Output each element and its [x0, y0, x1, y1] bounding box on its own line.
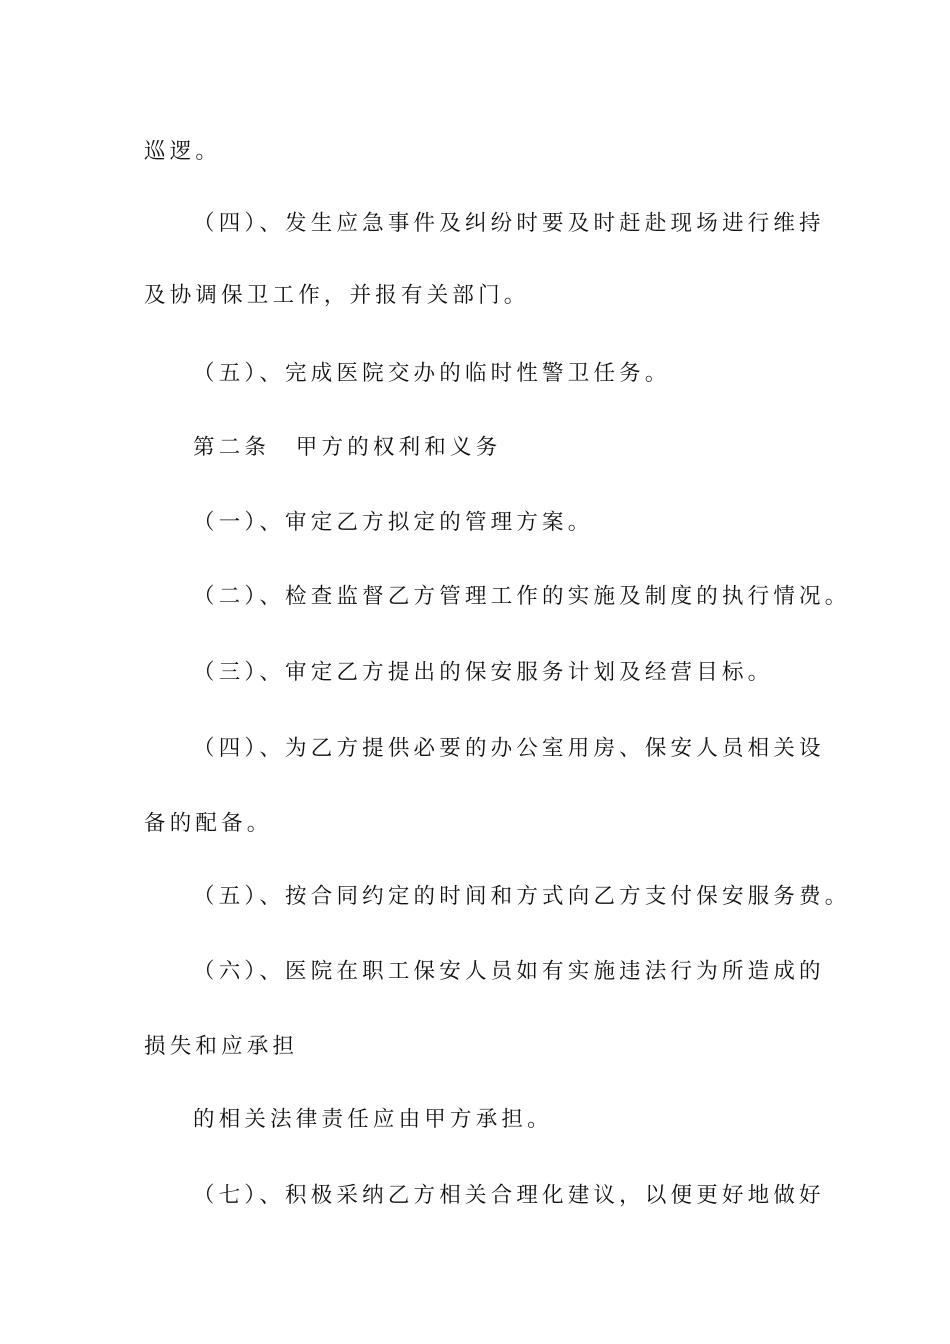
- text-line: 的相关法律责任应由甲方承担。: [193, 1107, 553, 1132]
- text-line: （一）、审定乙方拟定的管理方案。: [193, 510, 594, 535]
- text-line: （五）、按合同约定的时间和方式向乙方支付保安服务费。: [193, 884, 851, 909]
- section-heading: 第二条 甲方的权利和义务: [193, 435, 502, 460]
- text-line: （七）、积极采纳乙方相关合理化建议，以便更好地做好: [193, 1183, 825, 1208]
- text-line: （四）、发生应急事件及纠纷时要及时赶赴现场进行维持: [193, 211, 825, 236]
- text-line: （四）、为乙方提供必要的办公室用房、保安人员相关设: [193, 736, 825, 761]
- text-line: （五）、完成医院交办的临时性警卫任务。: [193, 361, 671, 386]
- text-line: （二）、检查监督乙方管理工作的实施及制度的执行情况。: [193, 584, 851, 609]
- text-line: 及协调保卫工作，并报有关部门。: [144, 283, 530, 308]
- text-line: （六）、医院在职工保安人员如有实施违法行为所造成的: [193, 959, 825, 984]
- text-line: （三）、审定乙方提出的保安服务计划及经营目标。: [193, 660, 774, 685]
- text-line: 损失和应承担: [144, 1034, 299, 1059]
- text-line: 巡逻。: [144, 139, 222, 164]
- text-line: 备的配备。: [144, 811, 273, 836]
